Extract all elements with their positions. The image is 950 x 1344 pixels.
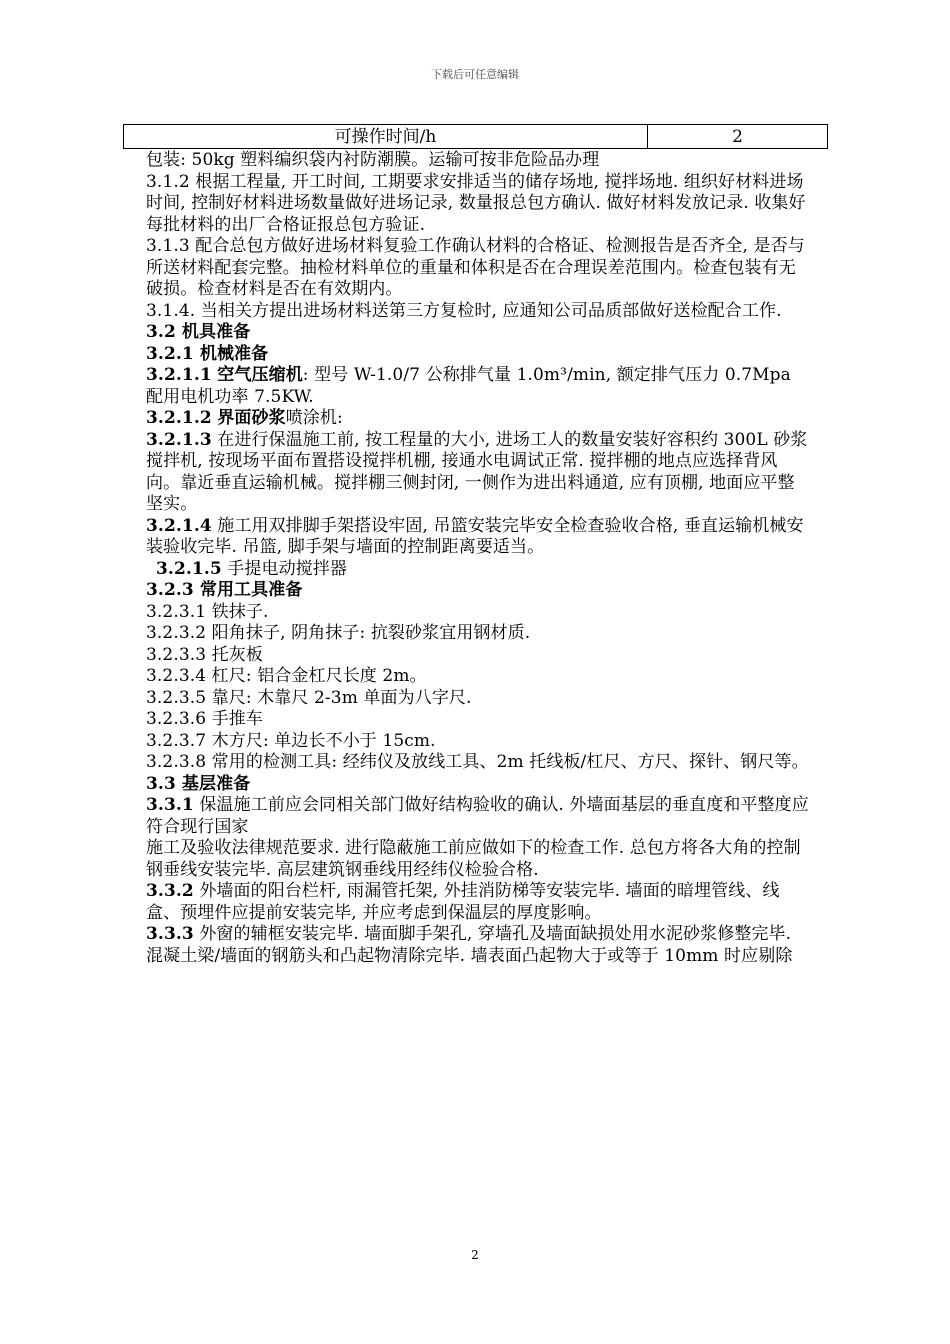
section-number: 3.2.1.1: [146, 365, 212, 385]
tool-item: 3.2.3.3 托灰板: [146, 644, 263, 665]
paragraph-3-2-1-5: [146, 559, 811, 581]
packaging-paragraph: 包装: 50kg 塑料编织袋内衬防潮膜。运输可按非危险品办理: [146, 150, 600, 170]
paragraph-3-2-1-4: [146, 516, 811, 559]
heading-3-2-3: 3.2.3 常用工具准备: [146, 580, 303, 600]
table-row: [124, 125, 828, 149]
table-cell-label: 可操作时间/h: [124, 125, 648, 149]
paragraph-3-1-3: 3.1.3 配合总包方做好进场材料复验工作确认材料的合格证、检测报告是否齐全, 是否与所送材料配套完整。抽检材料单位的重量和体积是否在合理误差范围内。检查包装有无破损。检查材料是否在有效期内。: [146, 236, 805, 299]
paragraph-text: 施工用双排脚手架搭设牢固, 吊篮安装完毕安全检查验收合格, 垂直运输机械安装验收完毕. 吊篮, 脚手架与墙面的控制距离要适当。: [146, 515, 804, 557]
paragraph-3-3-2: [146, 881, 811, 924]
tool-item: 3.2.3.2 阳角抹子, 阴角抹子: 抗裂砂浆宜用钢材质.: [146, 623, 531, 643]
paragraph-3-3-3: [146, 924, 811, 946]
paragraph-text: 外墙面的阳台栏杆, 雨漏管托架, 外挂消防梯等安装完毕. 墙面的暗埋管线、线盒、预埋件应提前安装完毕, 并应考虑到保温层的厚度影响。: [146, 881, 780, 923]
section-number: 3.2.1.4: [146, 515, 212, 536]
paragraph-text: 喷涂机:: [285, 408, 343, 428]
page-number: 2: [471, 1248, 479, 1262]
heading-3-2: 3.2 机具准备: [146, 322, 251, 342]
heading-3-3: 3.3 基层准备: [146, 773, 251, 794]
paragraph-text: 保温施工前应会同相关部门做好结构验收的确认. 外墙面基层的垂直度和平整度应符合现行国家: [146, 795, 809, 837]
paragraph-text: 手提电动搅拌器: [221, 558, 347, 579]
term-title: 界面砂浆: [217, 408, 286, 428]
paragraph-3-3-1: [146, 795, 811, 838]
paragraph-text: 外窗的辅框安装完毕. 墙面脚手架孔, 穿墙孔及墙面缺损处用水泥砂浆修整完毕.: [193, 924, 792, 944]
section-number: 3.3.2: [146, 881, 194, 901]
tool-item: 3.2.3.4 杠尺: 铝合金杠尺长度 2m。: [146, 666, 427, 686]
spec-table: [123, 124, 828, 149]
tool-item: 3.2.3.5 靠尺: 木靠尺 2-3m 单面为八字尺.: [146, 687, 472, 708]
section-number: 3.2.1.5: [156, 558, 222, 579]
section-number: 3.2.1.3: [146, 429, 212, 450]
tool-item: 3.2.3.6 手推车: [146, 709, 263, 729]
page-header: 下载后可任意编辑: [431, 68, 519, 81]
heading-3-2-1: 3.2.1 机械准备: [146, 343, 269, 364]
term-title: 空气压缩机: [217, 365, 303, 385]
paragraph-3-1-2: 3.1.2 根据工程量, 开工时间, 工期要求安排适当的储存场地, 搅拌场地. 组织好材料进场时间, 控制好材料进场数量做好进场记录, 数量报总包方确认. 做好材料发放记录. 收集好每批材料的出厂合格证报总包方验证.: [146, 171, 806, 235]
section-number: 3.3.3: [146, 924, 194, 944]
paragraph-3-1-4: 3.1.4. 当相关方提出进场材料送第三方复检时, 应通知公司品质部做好送检配合工作.: [146, 300, 782, 321]
tool-item: 3.2.3.8 常用的检测工具: 经纬仪及放线工具、2m 托线板/杠尺、方尺、探针、钢尺等。: [146, 752, 809, 772]
paragraph-3-3-1-continued: 施工及验收法律规范要求. 进行隐蔽施工前应做如下的检查工作. 总包方将各大角的控制钢垂线安装完毕. 高层建筑钢垂线用经纬仪检验合格.: [146, 838, 801, 880]
paragraph-3-2-1-2: [146, 408, 811, 430]
paragraph-3-2-1-3: [146, 430, 811, 516]
document-body: [146, 150, 811, 967]
paragraph-3-3-3-continued: 混凝土梁/墙面的钢筋头和凸起物清除完毕. 墙表面凸起物大于或等于 10mm 时应剔除: [146, 945, 793, 966]
paragraph-text: 在进行保温施工前, 按工程量的大小, 进场工人的数量安装好容积约 300L 砂浆搅拌机, 按现场平面布置搭设搅拌机棚, 接通水电调试正常. 搅拌棚的地点应选择背风向。靠近垂直运输机械。搅拌棚三侧封闭, 一侧作为进出料通道, 应有顶棚, 地面应平整坚实。: [146, 429, 808, 514]
section-number: 3.3.1: [146, 795, 194, 815]
paragraph-text: : 型号 W-1.0/7 公称排气量 1.0m³/min, 额定排气压力 0.7Mpa 配用电机功率 7.5KW.: [146, 365, 791, 407]
tool-item: 3.2.3.1 铁抹子.: [146, 601, 269, 622]
tool-item: 3.2.3.7 木方尺: 单边长不小于 15cm.: [146, 730, 436, 751]
table-cell-value: 2: [648, 125, 828, 149]
section-number: 3.2.1.2: [146, 408, 212, 428]
paragraph-3-2-1-1: [146, 365, 811, 408]
